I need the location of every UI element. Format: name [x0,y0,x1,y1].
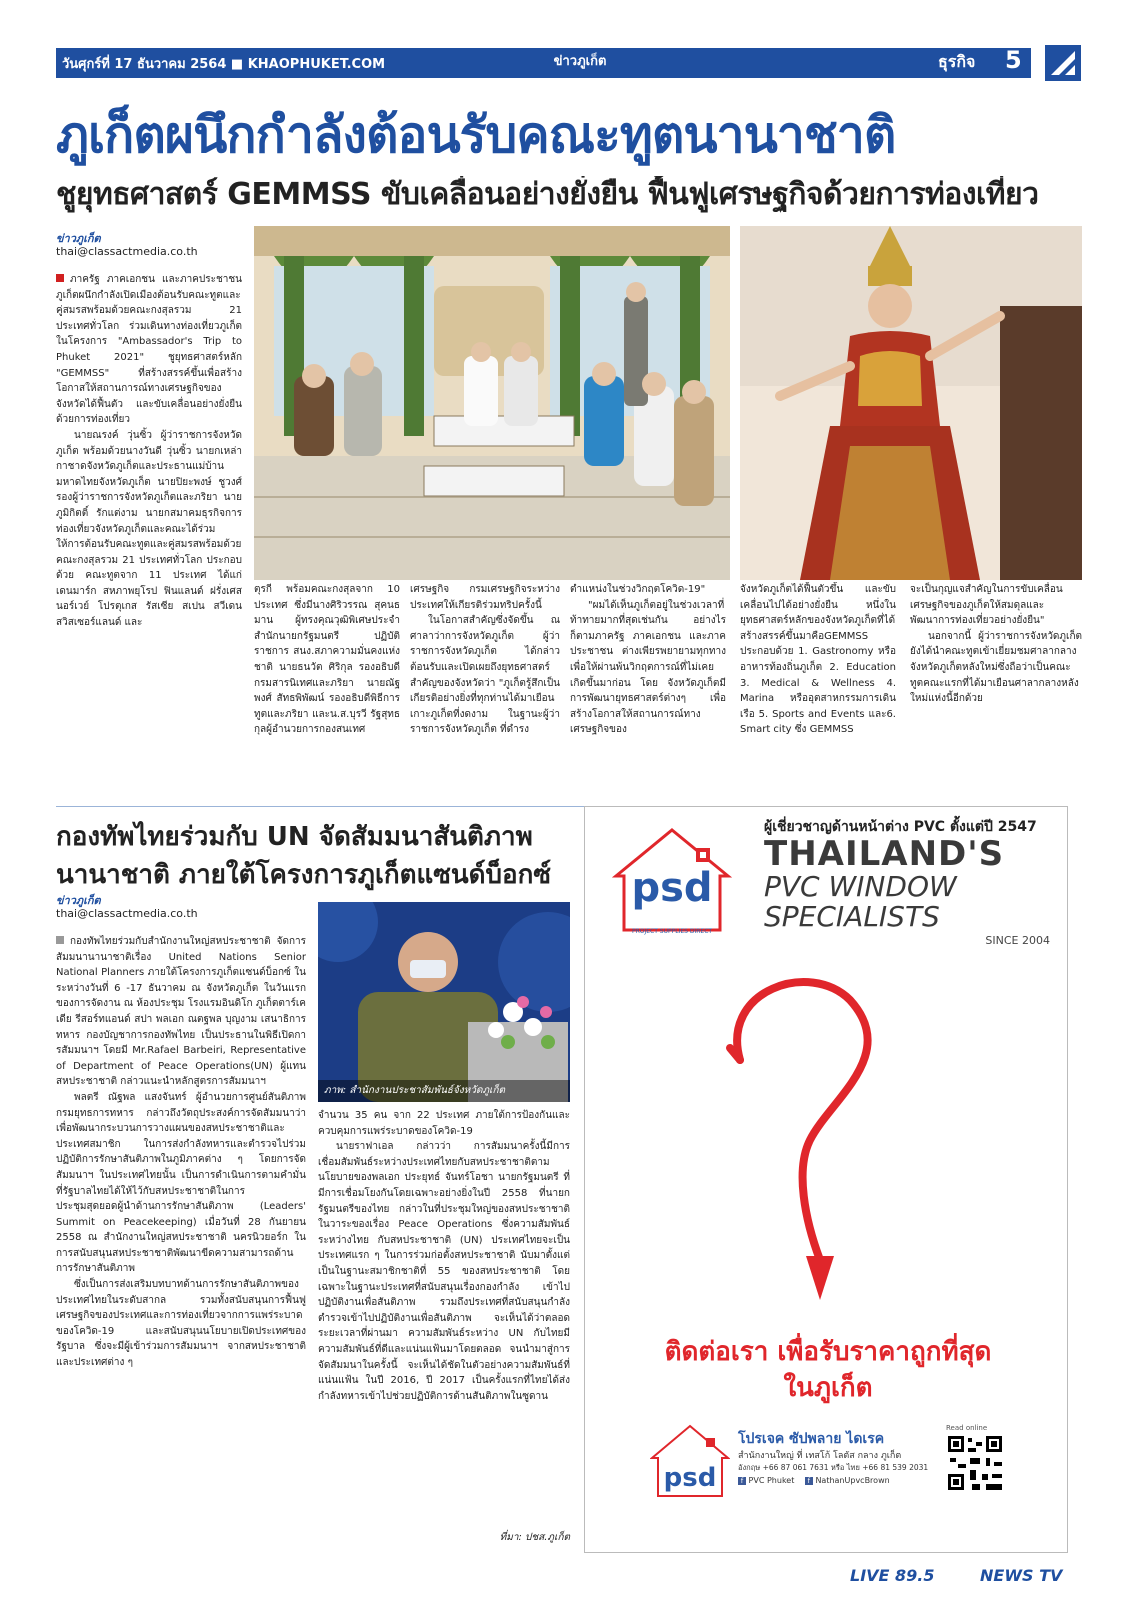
article1-col1: ภาครัฐ ภาคเอกชน และภาคประชาชนภูเก็ตผนึกกำลังเปิดเมืองต้อนรับคณะทูตและคู่สมรสพร้อมด้วยคณะกงสุลรวม 21 ประเทศทั่วโลก ร่วมเดินทางท่องเที่ยวภูเก็ตในโครงการ "Ambassador's Trip to Phuket 2021" ชูยุทธศาสตร์หลัก "GEMMSS" ที่สร้างสรรค์ขึ้นเพื่อสร้างโอกาสให้สถานการณ์ทางเศรษฐกิจของจังหวัดได้ฟื้นตัว และขับเคลื่อนอย่างยั่งยืนด้วยการท่องเที่ยว นายณรงค์ วุ่นซิ้ว ผู้ว่าราชการจังหวัดภูเก็ต พร้อมด้วยนางวันดี วุ่นซิ้ว นายกเหล่ากาชาดจังหวัดภูเก็ตและประธานแม่บ้านมหาดไทยจังหวัดภูเก็ต นายปิยะพงษ์ ชูวงศ์ รองผู้ว่าราชการจังหวัดภูเก็ตและภริยา นายภูมิกิตติ์ รักแต่งาม นายกสมาคมธุรกิจการท่องเที่ยวจังหวัดภูเก็ตและคณะได้ร่วมให้การต้อนรับคณะทูตและคู่สมรสพร้อมด้วยคณะกงสุลรวม 21 ประเทศทั่วโลก ประกอบด้วย คณะทูตจาก 11 ประเทศ ได้แก่ เดนมาร์ก สหภาพยุโรป ฟินแลนด์ ฝรั่งเศส นอร์เวย์ โปรตุเกส รัสเซีย สเปน สวีเดน สวิสเซอร์แลนด์ และ [56,274,242,629]
photo-caption: ภาพ: สำนักงานประชาสัมพันธ์จังหวัดภูเก็ต [318,1080,570,1102]
ad-address: สำนักงานใหญ่ ที่ เทสโก้ โลตัส กลาง ภูเก็ต [738,1451,902,1461]
question-mark-icon [700,960,900,1330]
article2-source: ที่มา: ปชส.ภูเก็ต [499,1532,570,1543]
article1-col4: ตำแหน่งในช่วงวิกฤตโควิด-19" "ผมได้เห็นภูเก็ตอยู่ในช่วงเวลาที่ท้าทายมากที่สุดเช่นกัน อย่างไรก็ตามภาครัฐ ภาคเอกชน และภาคประชาชน ต่างเพียรพยายามทุกทางเพื่อให้ผ่านพ้นวิกฤตการณ์ที่ไม่เคยเกิดขึ้นมาก่อน โดย จังหวัดภูเก็ตมีการพัฒนายุทธศาสตร์ต่างๆ เพื่อสร้างโอกาสให้สถานการณ์ทางเศรษฐกิจของ [570,584,726,736]
article1-subheadline: ชูยุทธศาสตร์ GEMMSS ขับเคลื่อนอย่างยั่งยืน ฟื้นฟูเศรษฐกิจด้วยการท่องเที่ยว [56,177,1039,212]
byline-email: thai@classactmedia.co.th [56,245,198,258]
article1-col6: จะเป็นกุญแจสำคัญในการขับเคลื่อนเศรษฐกิจของภูเก็ตให้สมดุลและพัฒนาการท่องเที่ยวอย่างยั่งยืน" นอกจากนี้ ผู้ว่าราชการจังหวัดภูเก็ตยังได้นำคณะทูตเข้าเยี่ยมชมศาลากลางจังหวัดภูเก็ตหลังใหม่ซึ่งถือว่าเป็นคณะทูตคณะแรกที่ได้มาเยือนศาลากลางหลังใหม่แห่งนี้อีกด้วย [910,584,1082,705]
page-number: 5 [1005,46,1022,74]
bullet-square-icon [56,274,64,282]
qr-code-icon[interactable] [946,1434,1004,1492]
ad-cta-line2: ในภูเก็ต [783,1373,873,1403]
meeting-photo [254,226,730,580]
article2-col2: จำนวน 35 คน จาก 22 ประเทศ ภายใต้การป้องกันและควบคุมการแพร่ระบาดของโควิด-19 นายราฟาเอล กล่าวว่า การสัมมนาครั้งนี้มีการเชื่อมสัมพันธ์ระหว่างประเทศไทยกับสหประชาชาติตามนโยบายของพลเอก ประยุทธ์ จันทร์โอชา นายกรัฐมนตรี ที่มีการเชื่อมโยงกันโดยเฉพาะอย่างยิ่งในปี 2558 ที่นายกรัฐมนตรีของไทย กล่าวในที่ประชุมใหญ่ของสหประชาชาติในวาระของเรื่อง Peace Operations ซึ่งความสัมพันธ์ระหว่างไทย กับสหประชาชาติ (UN) ประเทศไทยจะเป็นประเทศแรก ๆ ในการร่วมก่อตั้งสหประชาชาติ นับมาตั้งแต่เป็นในฐานะสมาชิกชาติที่ 55 ของสหประชาชาติ โดยเฉพาะในฐานะประเทศที่สนับสนุนเรื่องกองกำลัง เข้าไปปฏิบัติงานเพื่อสันติภาพ รวมถึงประเทศที่สนับสนุนกำลังตำรวจเข้าไปปฏิบัติงานเพื่อสันติภาพ จะเห็นได้ว่าตลอดระยะเวลาที่ผ่านมา ความสัมพันธ์ระหว่าง UN กับไทยมีความสัมพันธ์ที่ดีและแน่นแฟ้นมาโดยตลอด จนนำมาสู่การจัดสัมมนาในครั้งนี้ จะเห็นได้ชัดในตัวอย่างความสัมพันธ์ที่แน่นแฟ้น ในปี 2016, ปี 2017 เป็นครั้งแรกที่ไทยได้ส่งกำลังทหารเข้าไปช่วยปฏิบัติการด้านสันติภาพในซูดาน [318,1110,570,1402]
article1-col3: เศรษฐกิจ กรมเศรษฐกิจระหว่างประเทศให้เกียรติร่วมทริปครั้งนี้ ในโอกาสสำคัญซึ่งจัดขึ้น ณ ศาลาว่าการจังหวัดภูเก็ต ผู้ว่าราชการจังหวัดภูเก็ต ได้กล่าวต้อนรับและเปิดเผยถึงยุทธศาสตร์สำคัญของจังหวัดว่า "ภูเก็ตรู้สึกเป็นเกียรติอย่างยิ่งที่ทุกท่านได้มาเยือนเกาะภูเก็ตที่งดงาม ในฐานะผู้ว่าราชการจังหวัดภูเก็ต ที่ดำรง [410,584,560,736]
ad-title-line2: PVC WINDOW [764,870,957,903]
article1-headline: ภูเก็ตผนึกกำลังต้อนรับคณะทูตนานาชาติ [56,106,896,164]
facebook-icon: f [805,1477,813,1485]
header-date-site: วันศุกร์ที่ 17 ธันวาคม 2564 ■ KHAOPHUKET.COM [62,57,386,72]
byline-email: thai@classactmedia.co.th [56,907,198,920]
article1-col5: จังหวัดภูเก็ตได้ฟื้นตัวขึ้น และขับเคลื่อนไปได้อย่างยั่งยืน หนึ่งในยุทธศาสตร์หลักของจังหวัดภูเก็ตที่ได้สร้างสรรค์ขึ้นมาคือGEMMSS ประกอบด้วย 1. Gastronomy หรืออาหารท้องถิ่นภูเก็ต 2. Education 3. Medical & Wellness 4. Marina หรืออุตสาหกรรมการเดินเรือ 5. Sports and Events และ6. Smart city ซึ่ง GEMMSS [740,584,896,736]
ad-since: SINCE 2004 [985,934,1050,947]
psd-logo-subtext: PROJECT SUPPLIES DIRECT [631,928,713,935]
dancer-photo [740,226,1082,580]
article2-headline: กองทัพไทยร่วมกับ UN จัดสัมมนาสันติภาพ นานาชาติ ภายใต้โครงการภูเก็ตแซนด์บ็อกซ์ [56,822,552,890]
article2-col1: กองทัพไทยร่วมกับสำนักงานใหญ่สหประชาชาติ จัดการสัมมนานานาชาติเรื่อง United Nations Senior National Planners ภายใต้โครงการภูเก็ตแซนด์บ็อกซ์ ในระหว่างวันที่ 6 -17 ธันวาคม ณ จังหวัดภูเก็ต ในวันแรกของการจัดงาน ณ ห้องประชุม โรงแรมอินดิโก ภูเก็ตตาร์เคเดีย รีสอร์ทแอนด์ สปา พลเอก ณตฐพล บุญงาม เสนาธิการทหาร กองบัญชาการกองทัพไทย เป็นประธานในพิธีเปิดการสัมมนาฯ โดยมี Mr.Rafael Barbeiri, Representative of Department of Peace Operations(UN) ผู้แทนสหประชาชาติ กล่าวแนะนำหลักสูตรการสัมมนาฯ พลตรี ณัฐพล แสงจันทร์ ผู้อำนวยการศูนย์สันติภาพ กรมยุทธการทหาร กล่าวถึงวัตถุประสงค์การจัดสัมมนาว่า เพื่อพัฒนากระบวนการวางแผนของสหประชาชาติและประเทศสมาชิก ในการส่งกำลังทหารและตำรวจไปร่วมปฏิบัติการรักษาสันติภาพในภูมิภาคต่าง ๆ โดยการจัดสัมมนาฯ ในประเทศไทยนั้น เป็นการดำเนินการตามคำมั่นที่รัฐบาลไทยได้ให้ไว้กับสหประชาชาติในการประชุมสุดยอดผู้นำด้านการรักษาสันติภาพ (Leaders' Summit on Peacekeeping) เมื่อวันที่ 28 กันยายน 2558 ณ สำนักงานใหญ่สหประชาชาติ นครนิวยอร์ก ในการสนับสนุนสหประชาชาติพัฒนาขีดความสามารถด้านการรักษาสันติภาพ ซึ่งเป็นการส่งเสริมบทบาทด้านการรักษาสันติภาพของประเทศไทยในระดับสากล รวมทั้งสนับสนุนการฟื้นฟูเศรษฐกิจของประเทศและการท่องเที่ยวจากการแพร่ระบาดของโควิด-19 และสนับสนุนนโยบายเปิดประเทศของรัฐบาล ซึ่งจะมีผู้เข้าร่วมการสัมมนาฯ จากสหประชาชาติและประเทศต่าง ๆ [56,936,306,1369]
byline-name: ข่าวภูเก็ต [56,232,101,245]
article2-byline [56,894,256,920]
section-label: ธุรกิจ [938,52,976,71]
psd-logo-text: psd [631,865,713,911]
ad-tagline: ผู้เชี่ยวชาญด้านหน้าต่าง PVC ตั้งแต่ปี 2547 [764,819,1037,835]
ad-phones: อังกฤษ +66 87 061 7631 หรือ ไทย +66 81 539 2031 [738,1463,929,1472]
ad-cta-line1: ติดต่อเรา เพื่อรับราคาถูกที่สุด [664,1337,992,1367]
article1-col2: ตุรกี พร้อมคณะกงสุลจาก 10 ประเทศ ซึ่งมีนางศิริวรรณ สุคนธมาน ผู้ทรงคุณวุฒิพิเศษประจำสำนักนายกรัฐมนตรี ปฏิบัติราชการ สนง.สภาความมั่นคงแห่งชาติ นายธนวัต ศิริกุล รองอธิบดีกรมสารนิเทศและภริยา นายณัฐพงศ์ สัทธพิพัฒน์ รองอธิบดีพิธีการทูตและภริยา และน.ส.บุรวี รัฐสุทธกุลผู้อำนวยการกองสนเทศ [254,584,400,736]
corner-arrow-icon [1045,45,1081,81]
masthead-logo: ข่าวภูเก็ต [553,54,607,69]
ad-company: โปรเจค ซัปพลาย ไดเรค [738,1431,885,1447]
section-divider [56,806,611,807]
psd-small-logo-icon [650,1424,730,1498]
ad-title-line1: THAILAND'S [764,834,1005,874]
ad-read-online: Read online [946,1424,988,1432]
facebook-icon: f [738,1477,746,1485]
article1-byline [56,232,236,258]
footer-live-logo: LIVE 89.5 [850,1566,935,1585]
bullet-square-icon [56,936,64,944]
footer-newstv-logo: NEWS TV [980,1566,1063,1585]
ad-title-line3: SPECIALISTS [764,900,940,933]
byline-name: ข่าวภูเก็ต [56,894,101,907]
svg-text:psd: psd [663,1463,717,1493]
officer-photo [318,902,570,1102]
ad-facebook: f PVC Phuket f NathanUpvcBrown [738,1476,948,1485]
